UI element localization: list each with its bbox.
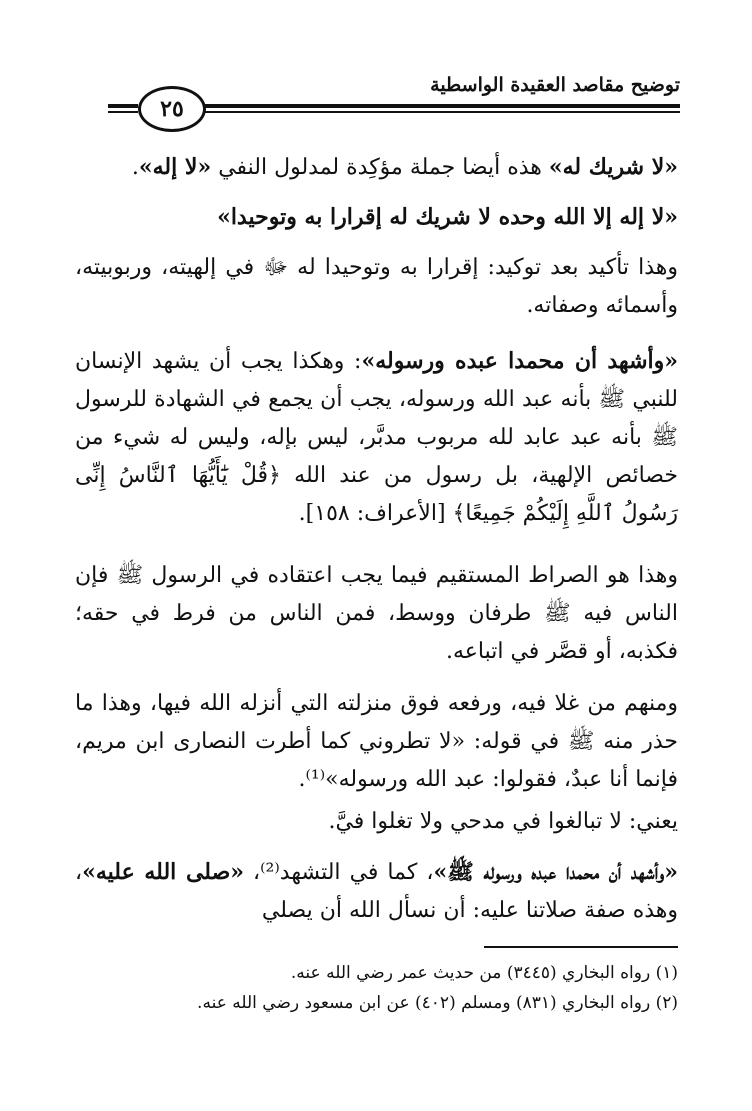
paragraph-6-text: ومنهم من غلا فيه، ورفعه فوق منزلته التي أنزله الله فيها، وهذا ما حذر منه ﷺ في قوله: «لا تطروني كما أطرت النصارى ابن مريم، فإنما أنا عبدٌ، فقولوا: عبد الله ورسوله»⁽¹⁾. [75, 691, 678, 792]
footnote-1: (١) رواه البخاري (٣٤٤٥) من حديث عمر رضي الله عنه. [290, 963, 678, 983]
paragraph-5-text: وهذا هو الصراط المستقيم فيما يجب اعتقاده في الرسول ﷺ فإن الناس فيه ﷺ طرفان ووسط، فمن الناس من فرط في حقه؛ فكذبه، أو قصَّر في اتباعه. [75, 563, 678, 664]
footnote-separator [484, 946, 678, 948]
quote-ashhadu-muhammad-2: «وأشهد أن محمدا عبده ورسوله ﷺ» [433, 859, 678, 885]
quote-la-sharika-lah: «لا شريك له» [548, 154, 678, 180]
paragraph-8-mid: ، كما في التشهد⁽²⁾، [244, 860, 434, 885]
paragraph-5 [75, 557, 678, 671]
footnotes [75, 958, 678, 1018]
shahada-quote: «لا إله إلا الله وحده لا شريك له إقرارا به وتوحيدا» [217, 204, 678, 230]
page-number-badge [138, 86, 206, 132]
paragraph-8-text: ، وهذه صفة صلاتنا عليه: أن نسأل الله أن يصلي [75, 860, 678, 923]
page-header [108, 68, 680, 126]
header-rule-thick [204, 104, 680, 108]
footnote-2: (٢) رواه البخاري (٨٣١) ومسلم (٤٠٢) عن ابن مسعود رضي الله عنه. [197, 993, 678, 1013]
paragraph-1 [75, 148, 678, 187]
paragraph-2 [75, 198, 678, 236]
paragraph-4 [75, 342, 678, 533]
paragraph-7 [75, 803, 678, 841]
page-number: ٢٥ [160, 96, 184, 122]
header-rule-left-thick [108, 104, 138, 108]
paragraph-1-text: هذه أيضا جملة مؤكِدة لمدلول النفي [211, 155, 549, 180]
quote-ashhadu-muhammad: «وأشهد أن محمدا عبده ورسوله» [361, 348, 678, 374]
quote-la-ilah: «لا إله» [138, 154, 212, 180]
paragraph-3-text: وهذا تأكيد بعد توكيد: إقرارا به وتوحيدا له ﷻ في إلهيته، وربوبيته، وأسمائه وصفاته. [75, 255, 678, 318]
header-rule-thin [204, 111, 680, 113]
book-title: توضيح مقاصد العقيدة الواسطية [430, 74, 680, 96]
header-rule-left-thin [108, 111, 138, 113]
quote-salla-allah-alayh: «صلى الله عليه» [82, 859, 245, 885]
paragraph-4-text: : وهكذا يجب أن يشهد الإنسان للنبي ﷺ بأنه عبد الله ورسوله، يجب أن يجمع في الشهادة للرسول ﷺ بأنه عبد عابد لله مربوب مدبَّر، ليس بإله، وليس له شيء من خصائص الإلهية، بل رسول من عند الله ﴿قُلْ يَٰٓأَيُّهَا ٱلنَّاسُ إِنِّى رَسُولُ ٱللَّهِ إِلَيْكُمْ جَمِيعًا﴾ [الأعراف: ١٥٨]. [75, 349, 678, 526]
paragraph-3 [75, 249, 678, 325]
paragraph-8 [75, 853, 678, 930]
paragraph-1-end: . [131, 155, 139, 180]
paragraph-6 [75, 685, 678, 799]
paragraph-7-text: يعني: لا تبالغوا في مدحي ولا تغلوا فيَّ. [328, 809, 678, 834]
